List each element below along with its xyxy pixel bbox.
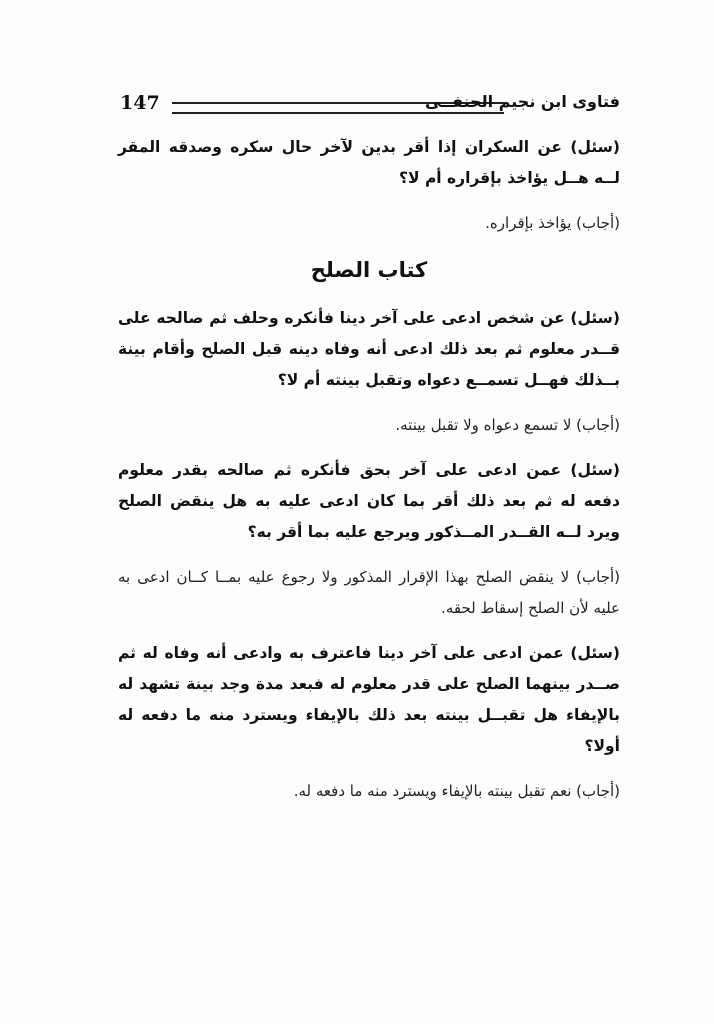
question-paragraph: (سئل) عن شخص ادعى على آخر دينا فأنكره وحلف ثم صالحه على قــدر معلوم ثم بعد ذلك ادعى أنه وفاه دينه قبل الصلح وأقام بينة بــذلك فهــل تسمــع دعواه وتقبل بينته أم لا؟ [118, 309, 620, 389]
answer-paragraph: (أجاب) لا تسمع دعواه ولا تقبل بينته. [395, 416, 620, 434]
answer-paragraph: (أجاب) نعم تقبل بينته بالإيفاء ويسترد منه ما دفعه له. [293, 782, 620, 800]
question-paragraph: (سئل) عمن ادعى على آخر بحق فأنكره ثم صالحه بقدر معلوم دفعه له ثم بعد ذلك أقر بما كان ادعى عليه به هل ينقض الصلح ويرد لــه القــدر المــذكور ويرجع عليه بما أقر به؟ [118, 461, 620, 541]
running-title: فتاوى ابن نجيم الحنفــى [424, 92, 620, 111]
page-header [120, 92, 620, 122]
section-title: كتاب الصلح [310, 258, 428, 282]
page-body [118, 132, 620, 821]
page-number: 147 [120, 92, 160, 114]
answer-paragraph: (أجاب) لا ينقض الصلح بهذا الإقرار المذكور ولا رجوع عليه بمــا كــان ادعى به عليه لأن الصلح إسقاط لحقه. [118, 568, 620, 617]
question-paragraph: (سئل) عمن ادعى على آخر دينا فاعترف به وادعى أنه وفاه له ثم صــدر بينهما الصلح على قدر معلوم له فبعد مدة وجد بينة تشهد له بالإيفاء هل تقبــل بينته بعد ذلك بالإيفاء ويسترد منه ما دفعه له أولا؟ [118, 644, 620, 755]
question-paragraph: (سئل) عن السكران إذا أقر بدين لآخر حال سكره وصدقه المقر لــه هــل يؤاخذ بإقراره أم لا؟ [118, 138, 620, 187]
answer-paragraph: (أجاب) يؤاخذ بإقراره. [485, 214, 620, 232]
